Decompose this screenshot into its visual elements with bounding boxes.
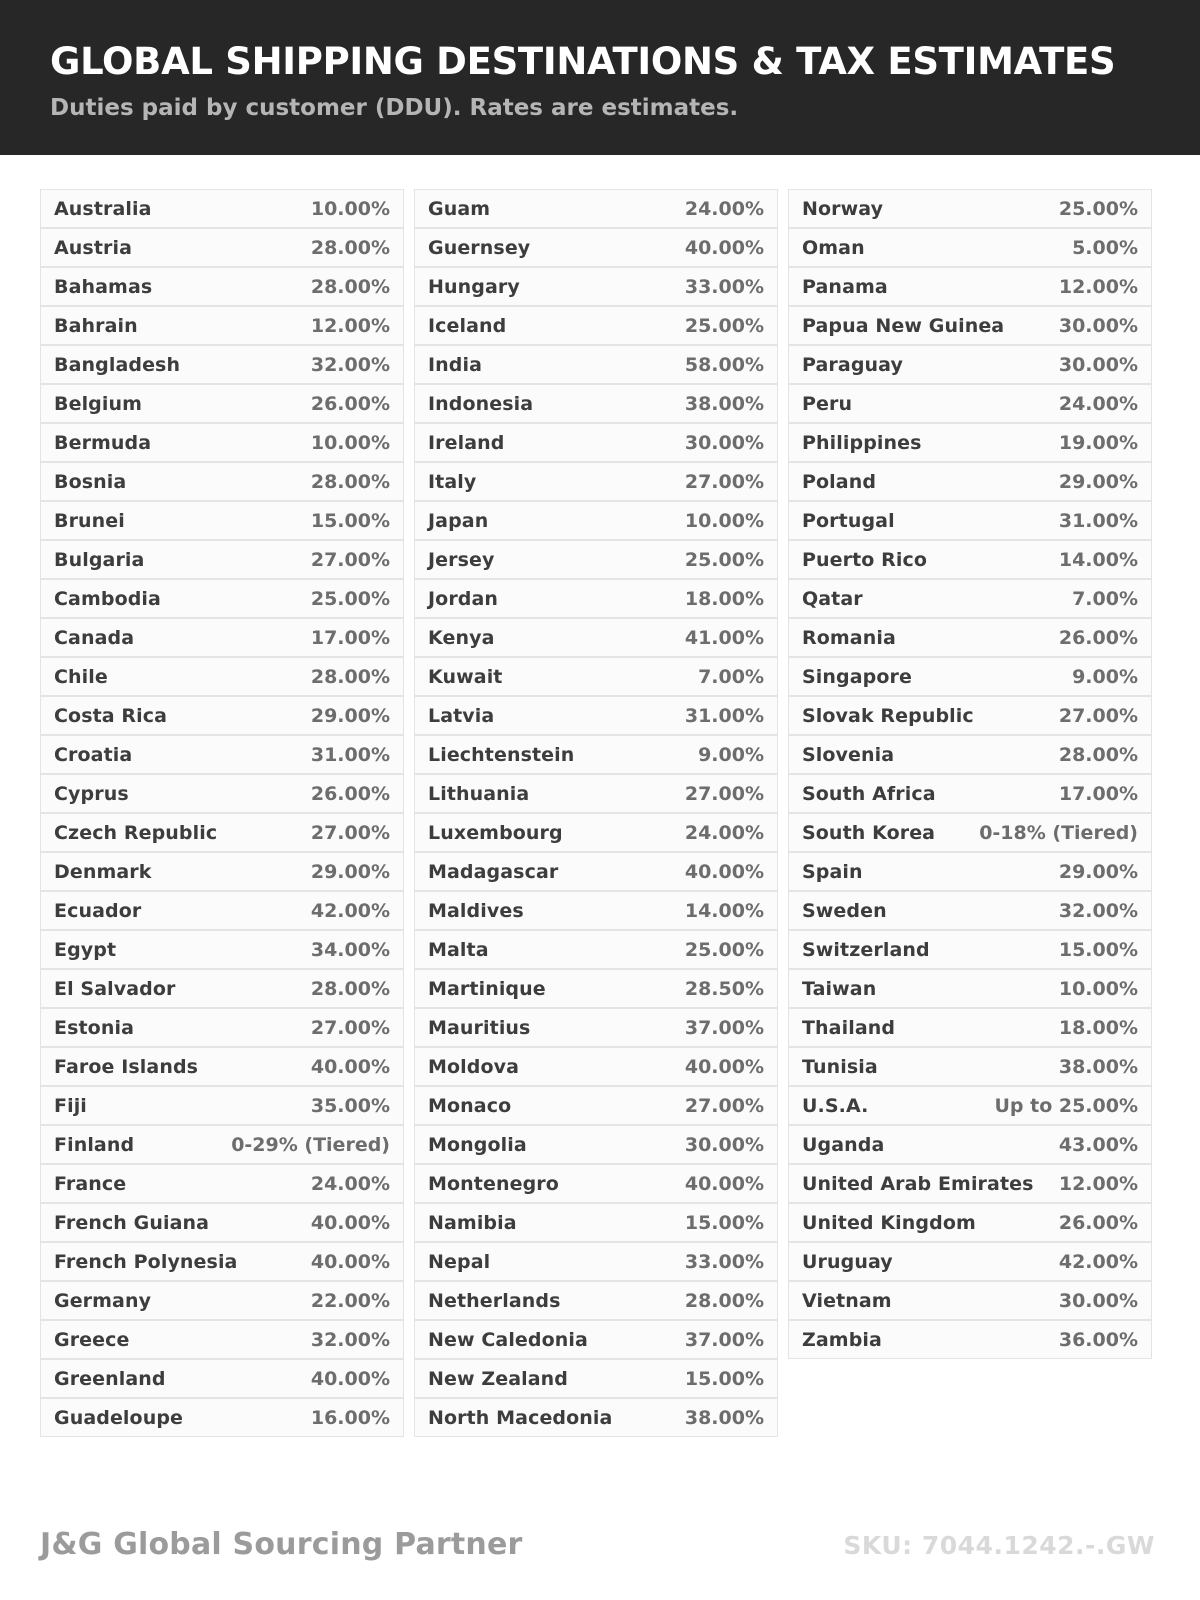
table-row <box>415 1126 777 1163</box>
tax-rate: 12.00% <box>310 314 390 337</box>
tax-rate: 18.00% <box>684 587 764 610</box>
country-name: Luxembourg <box>428 821 563 844</box>
table-row <box>415 892 777 929</box>
tax-rate: 7.00% <box>698 665 764 688</box>
tax-rate: 26.00% <box>1058 1211 1138 1234</box>
table-row <box>789 268 1151 305</box>
tax-rate: 27.00% <box>310 548 390 571</box>
tax-rate: 37.00% <box>684 1328 764 1351</box>
tax-rate: 18.00% <box>1058 1016 1138 1039</box>
table-row <box>41 1048 403 1085</box>
country-name: Liechtenstein <box>428 743 575 766</box>
table-row <box>41 931 403 968</box>
table-row <box>415 541 777 578</box>
country-name: Spain <box>802 860 863 883</box>
tax-rate: 7.00% <box>1072 587 1138 610</box>
table-row <box>789 970 1151 1007</box>
page-header <box>0 0 1200 155</box>
table-row <box>789 190 1151 227</box>
tax-rate: 9.00% <box>698 743 764 766</box>
table-row <box>415 385 777 422</box>
tax-rate: 28.00% <box>684 1289 764 1312</box>
table-row <box>41 658 403 695</box>
tax-rate: 12.00% <box>1058 1172 1138 1195</box>
tax-rate: 32.00% <box>1058 899 1138 922</box>
table-row <box>415 580 777 617</box>
page-title: GLOBAL SHIPPING DESTINATIONS & TAX ESTIMATES <box>50 40 1116 83</box>
tax-rate: 29.00% <box>1058 860 1138 883</box>
tax-rate: 32.00% <box>310 1328 390 1351</box>
table-row <box>789 1204 1151 1241</box>
table-row <box>41 1009 403 1046</box>
country-name: Sweden <box>802 899 887 922</box>
tax-rate-tables <box>40 189 1152 1437</box>
country-name: Madagascar <box>428 860 559 883</box>
tax-rate: 9.00% <box>1072 665 1138 688</box>
table-row <box>41 1243 403 1280</box>
table-row <box>41 268 403 305</box>
table-row <box>41 697 403 734</box>
country-name: Bangladesh <box>54 353 181 376</box>
table-row <box>789 307 1151 344</box>
table-row <box>41 424 403 461</box>
tax-rate: 10.00% <box>684 509 764 532</box>
table-row <box>415 1321 777 1358</box>
table-row <box>789 1243 1151 1280</box>
table-row <box>41 580 403 617</box>
table-row <box>789 463 1151 500</box>
country-name: United Kingdom <box>802 1211 976 1234</box>
tax-rate: 5.00% <box>1072 236 1138 259</box>
country-name: Nepal <box>428 1250 491 1273</box>
country-name: Costa Rica <box>54 704 168 727</box>
tax-rate: 17.00% <box>1058 782 1138 805</box>
country-name: Monaco <box>428 1094 512 1117</box>
country-name: Switzerland <box>802 938 930 961</box>
country-name: Puerto Rico <box>802 548 928 571</box>
table-column-3 <box>788 189 1152 1359</box>
country-name: France <box>54 1172 127 1195</box>
tax-rate: 16.00% <box>310 1406 390 1429</box>
tax-rate: 29.00% <box>310 860 390 883</box>
table-row <box>415 619 777 656</box>
table-row <box>415 229 777 266</box>
tax-rate: 27.00% <box>310 821 390 844</box>
country-name: Egypt <box>54 938 117 961</box>
table-row <box>415 1243 777 1280</box>
tax-rate: 0-29% (Tiered) <box>231 1133 390 1156</box>
table-row <box>41 1087 403 1124</box>
table-row <box>41 1126 403 1163</box>
table-row <box>41 775 403 812</box>
table-row <box>415 658 777 695</box>
country-name: Lithuania <box>428 782 530 805</box>
sku-label: SKU: 7044.1242.-.GW <box>843 1531 1155 1560</box>
country-name: Guernsey <box>428 236 531 259</box>
country-name: Zambia <box>802 1328 882 1351</box>
tax-rate: 31.00% <box>310 743 390 766</box>
tax-rate: 40.00% <box>310 1055 390 1078</box>
country-name: Faroe Islands <box>54 1055 199 1078</box>
country-name: Bosnia <box>54 470 127 493</box>
country-name: Tunisia <box>802 1055 878 1078</box>
table-row <box>41 619 403 656</box>
country-name: Kuwait <box>428 665 503 688</box>
table-row <box>41 970 403 1007</box>
table-row <box>789 931 1151 968</box>
country-name: Japan <box>428 509 489 532</box>
country-name: Oman <box>802 236 865 259</box>
country-name: Croatia <box>54 743 133 766</box>
country-name: Belgium <box>54 392 143 415</box>
tax-rate: 28.00% <box>1058 743 1138 766</box>
tax-rate: 27.00% <box>1058 704 1138 727</box>
country-name: Uganda <box>802 1133 885 1156</box>
country-name: United Arab Emirates <box>802 1172 1034 1195</box>
tax-rate: 38.00% <box>684 1406 764 1429</box>
tax-rate: 28.00% <box>310 665 390 688</box>
tax-rate: 29.00% <box>310 704 390 727</box>
table-row <box>41 307 403 344</box>
country-name: Moldova <box>428 1055 520 1078</box>
country-name: Panama <box>802 275 888 298</box>
table-row <box>415 1165 777 1202</box>
tax-rate: 42.00% <box>310 899 390 922</box>
tax-rate: 40.00% <box>684 236 764 259</box>
table-row <box>41 463 403 500</box>
country-name: El Salvador <box>54 977 176 1000</box>
tax-rate: 40.00% <box>310 1250 390 1273</box>
country-name: Thailand <box>802 1016 896 1039</box>
country-name: Jersey <box>428 548 495 571</box>
tax-rate: 15.00% <box>684 1367 764 1390</box>
tax-rate: 24.00% <box>684 197 764 220</box>
tax-rate: 15.00% <box>684 1211 764 1234</box>
tax-rate: 40.00% <box>310 1367 390 1390</box>
table-row <box>415 1360 777 1397</box>
country-name: Greenland <box>54 1367 166 1390</box>
country-name: Guadeloupe <box>54 1406 184 1429</box>
table-row <box>789 658 1151 695</box>
tax-rate: 15.00% <box>310 509 390 532</box>
country-name: Germany <box>54 1289 152 1312</box>
country-name: Cyprus <box>54 782 129 805</box>
table-row <box>415 307 777 344</box>
country-name: Cambodia <box>54 587 161 610</box>
table-row <box>789 424 1151 461</box>
tax-rate: 10.00% <box>310 431 390 454</box>
country-name: Maldives <box>428 899 524 922</box>
country-name: Ecuador <box>54 899 142 922</box>
country-name: Italy <box>428 470 477 493</box>
table-row <box>41 853 403 890</box>
table-row <box>41 229 403 266</box>
table-row <box>41 814 403 851</box>
table-row <box>789 346 1151 383</box>
table-row <box>789 1321 1151 1358</box>
country-name: Paraguay <box>802 353 903 376</box>
country-name: Romania <box>802 626 896 649</box>
table-row <box>789 1165 1151 1202</box>
tax-rate: 30.00% <box>1058 314 1138 337</box>
tax-rate: 42.00% <box>1058 1250 1138 1273</box>
country-name: Czech Republic <box>54 821 218 844</box>
tax-rate: 30.00% <box>1058 353 1138 376</box>
country-name: Indonesia <box>428 392 534 415</box>
table-row <box>415 1087 777 1124</box>
country-name: India <box>428 353 483 376</box>
country-name: South Africa <box>802 782 936 805</box>
table-row <box>415 1048 777 1085</box>
tax-rate: 26.00% <box>310 782 390 805</box>
country-name: Qatar <box>802 587 863 610</box>
tax-rate: 25.00% <box>684 314 764 337</box>
tax-rate: 27.00% <box>684 782 764 805</box>
tax-rate: 22.00% <box>310 1289 390 1312</box>
tax-rate: 58.00% <box>684 353 764 376</box>
table-row <box>415 1282 777 1319</box>
country-name: French Polynesia <box>54 1250 238 1273</box>
country-name: Norway <box>802 197 884 220</box>
table-row <box>415 970 777 1007</box>
table-row <box>41 502 403 539</box>
country-name: North Macedonia <box>428 1406 613 1429</box>
country-name: South Korea <box>802 821 936 844</box>
table-row <box>789 229 1151 266</box>
table-row <box>41 1282 403 1319</box>
table-column-2 <box>414 189 778 1437</box>
tax-rate: 31.00% <box>684 704 764 727</box>
table-row <box>415 1204 777 1241</box>
table-row <box>41 190 403 227</box>
country-name: Poland <box>802 470 877 493</box>
tax-rate: 24.00% <box>1058 392 1138 415</box>
table-row <box>415 190 777 227</box>
country-name: Bahrain <box>54 314 138 337</box>
tax-rate: 32.00% <box>310 353 390 376</box>
tax-rate: 37.00% <box>684 1016 764 1039</box>
table-row <box>789 619 1151 656</box>
country-name: Iceland <box>428 314 507 337</box>
country-name: Australia <box>54 197 152 220</box>
table-row <box>41 892 403 929</box>
table-row <box>415 736 777 773</box>
table-row <box>789 736 1151 773</box>
country-name: Bermuda <box>54 431 152 454</box>
table-row <box>789 580 1151 617</box>
table-row <box>789 1087 1151 1124</box>
country-name: Vietnam <box>802 1289 892 1312</box>
country-name: Chile <box>54 665 108 688</box>
tax-rate: 27.00% <box>684 1094 764 1117</box>
country-name: New Zealand <box>428 1367 569 1390</box>
tax-rate: 25.00% <box>684 548 764 571</box>
brand-name: J&G Global Sourcing Partner <box>40 1527 523 1562</box>
table-row <box>415 697 777 734</box>
tax-rate: 14.00% <box>1058 548 1138 571</box>
table-row <box>415 775 777 812</box>
table-row <box>41 1360 403 1397</box>
table-row <box>789 892 1151 929</box>
country-name: Slovak Republic <box>802 704 974 727</box>
tax-rate: 25.00% <box>310 587 390 610</box>
tax-rate: 35.00% <box>310 1094 390 1117</box>
tax-rate: 40.00% <box>310 1211 390 1234</box>
tax-rate: 30.00% <box>684 1133 764 1156</box>
tax-rate: 29.00% <box>1058 470 1138 493</box>
table-row <box>415 463 777 500</box>
tax-rate: 31.00% <box>1058 509 1138 532</box>
table-row <box>41 541 403 578</box>
table-row <box>415 346 777 383</box>
country-name: Austria <box>54 236 133 259</box>
country-name: Martinique <box>428 977 546 1000</box>
country-name: Philippines <box>802 431 922 454</box>
table-row <box>415 268 777 305</box>
country-name: French Guiana <box>54 1211 210 1234</box>
table-row <box>789 1009 1151 1046</box>
table-row <box>415 424 777 461</box>
country-name: Canada <box>54 626 135 649</box>
tax-rate: 28.50% <box>684 977 764 1000</box>
tax-rate: 10.00% <box>310 197 390 220</box>
country-name: Brunei <box>54 509 125 532</box>
country-name: Slovenia <box>802 743 895 766</box>
tax-rate: 38.00% <box>684 392 764 415</box>
tax-rate: 24.00% <box>310 1172 390 1195</box>
table-row <box>789 1126 1151 1163</box>
tax-rate: 19.00% <box>1058 431 1138 454</box>
country-name: Malta <box>428 938 489 961</box>
tax-rate: 33.00% <box>684 275 764 298</box>
table-row <box>789 541 1151 578</box>
tax-rate: 41.00% <box>684 626 764 649</box>
page-subtitle: Duties paid by customer (DDU). Rates are estimates. <box>50 95 739 121</box>
country-name: Singapore <box>802 665 912 688</box>
table-row <box>789 853 1151 890</box>
country-name: Estonia <box>54 1016 134 1039</box>
table-row <box>41 1204 403 1241</box>
table-row <box>415 931 777 968</box>
table-row <box>789 385 1151 422</box>
country-name: U.S.A. <box>802 1094 869 1117</box>
table-row <box>41 1165 403 1202</box>
tax-rate: 40.00% <box>684 860 764 883</box>
table-row <box>415 1009 777 1046</box>
country-name: Fiji <box>54 1094 87 1117</box>
tax-rate: 12.00% <box>1058 275 1138 298</box>
country-name: Bahamas <box>54 275 153 298</box>
country-name: Papua New Guinea <box>802 314 1005 337</box>
tax-rate: 34.00% <box>310 938 390 961</box>
table-row <box>41 346 403 383</box>
table-row <box>789 1282 1151 1319</box>
table-row <box>789 814 1151 851</box>
tax-rate: 27.00% <box>310 1016 390 1039</box>
country-name: Uruguay <box>802 1250 893 1273</box>
tax-rate: 25.00% <box>684 938 764 961</box>
table-row <box>41 385 403 422</box>
tax-rate: 24.00% <box>684 821 764 844</box>
country-name: Namibia <box>428 1211 517 1234</box>
tax-rate: 30.00% <box>1058 1289 1138 1312</box>
country-name: Hungary <box>428 275 520 298</box>
tax-rate: 0-18% (Tiered) <box>979 821 1138 844</box>
tax-rate: 38.00% <box>1058 1055 1138 1078</box>
table-column-1 <box>40 189 404 1437</box>
tax-rate: 10.00% <box>1058 977 1138 1000</box>
tax-rate: 33.00% <box>684 1250 764 1273</box>
tax-rate: 15.00% <box>1058 938 1138 961</box>
tax-rate: 28.00% <box>310 470 390 493</box>
country-name: Taiwan <box>802 977 877 1000</box>
table-row <box>415 1399 777 1436</box>
tax-rate: 40.00% <box>684 1055 764 1078</box>
table-row <box>415 814 777 851</box>
tax-rate: 25.00% <box>1058 197 1138 220</box>
country-name: Netherlands <box>428 1289 561 1312</box>
tax-rate: 27.00% <box>684 470 764 493</box>
tax-rate: 28.00% <box>310 236 390 259</box>
table-row <box>41 1321 403 1358</box>
table-row <box>41 1399 403 1436</box>
page-footer <box>0 1527 1200 1600</box>
table-row <box>789 775 1151 812</box>
country-name: Mauritius <box>428 1016 531 1039</box>
country-name: New Caledonia <box>428 1328 588 1351</box>
table-row <box>789 502 1151 539</box>
country-name: Bulgaria <box>54 548 145 571</box>
country-name: Mongolia <box>428 1133 527 1156</box>
tax-rate: 30.00% <box>684 431 764 454</box>
tax-rate: 40.00% <box>684 1172 764 1195</box>
country-name: Guam <box>428 197 491 220</box>
country-name: Finland <box>54 1133 135 1156</box>
tax-rate: 14.00% <box>684 899 764 922</box>
tax-rate: 28.00% <box>310 977 390 1000</box>
table-row <box>415 853 777 890</box>
country-name: Ireland <box>428 431 505 454</box>
table-row <box>415 502 777 539</box>
country-name: Jordan <box>428 587 499 610</box>
country-name: Kenya <box>428 626 495 649</box>
tax-rate: 36.00% <box>1058 1328 1138 1351</box>
country-name: Portugal <box>802 509 895 532</box>
table-row <box>41 736 403 773</box>
tax-rate: 43.00% <box>1058 1133 1138 1156</box>
tax-rate: Up to 25.00% <box>994 1094 1138 1117</box>
table-row <box>789 1048 1151 1085</box>
country-name: Greece <box>54 1328 130 1351</box>
tax-rate: 28.00% <box>310 275 390 298</box>
tax-rate: 17.00% <box>310 626 390 649</box>
country-name: Montenegro <box>428 1172 559 1195</box>
table-row <box>789 697 1151 734</box>
country-name: Latvia <box>428 704 495 727</box>
country-name: Denmark <box>54 860 152 883</box>
tax-rate: 26.00% <box>310 392 390 415</box>
country-name: Peru <box>802 392 853 415</box>
tax-rate: 26.00% <box>1058 626 1138 649</box>
